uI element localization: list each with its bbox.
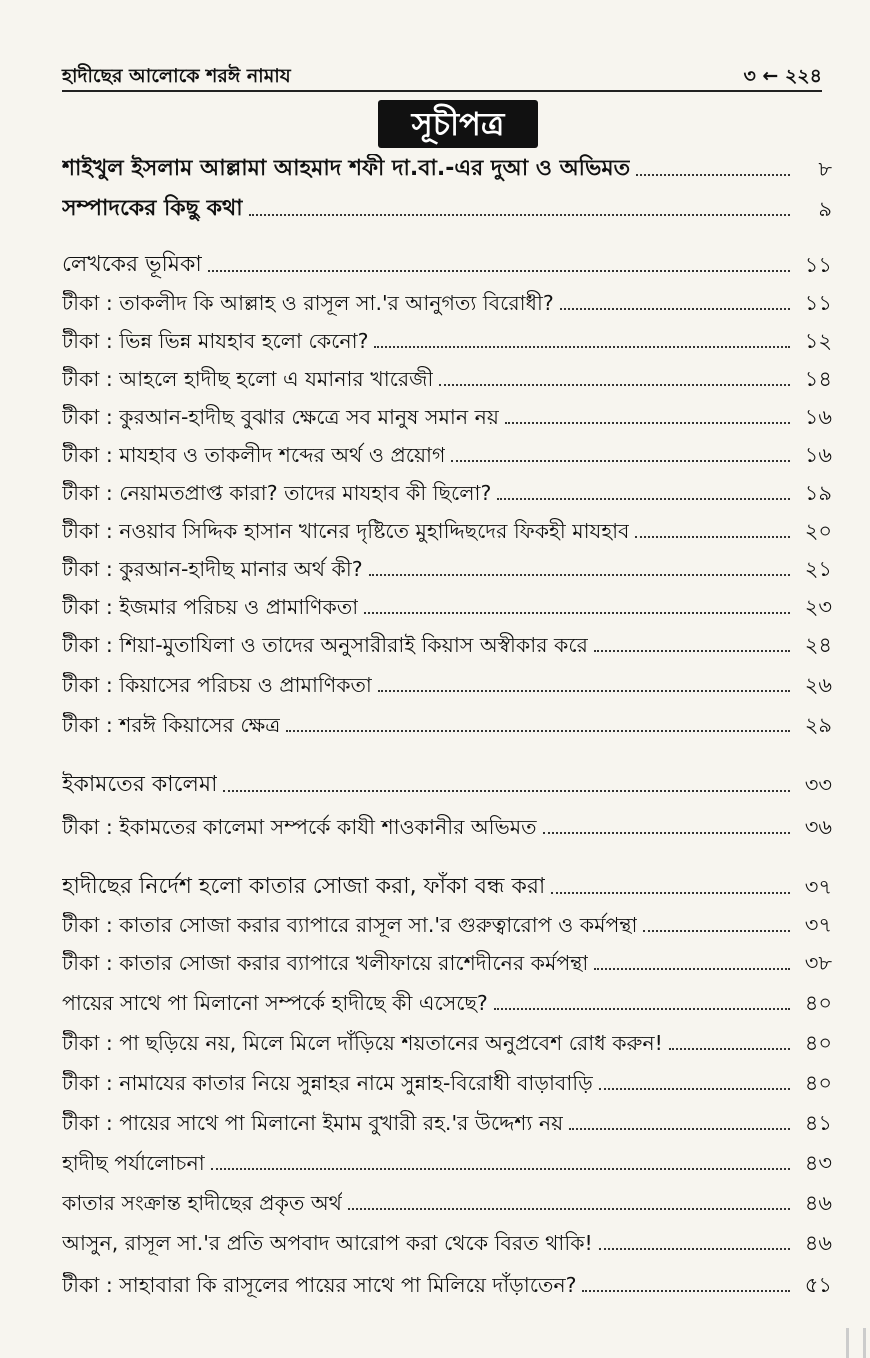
toc-entry-page: ৩৭ xyxy=(804,875,832,899)
toc-entry-page: ৯ xyxy=(818,197,832,221)
page-edge-mark xyxy=(846,1328,866,1358)
toc-entry-page: ১২ xyxy=(804,329,832,353)
toc-entry-text: টীকা : কাতার সোজা করার ব্যাপারে রাসূল সা.'র গুরুত্বারোপ ও কর্মপন্থা xyxy=(62,913,638,937)
dot-leader xyxy=(451,452,790,462)
dot-leader xyxy=(364,604,790,614)
dot-leader xyxy=(378,682,790,692)
toc-entry-page: ৮ xyxy=(818,157,832,181)
toc-entry[interactable] xyxy=(62,588,832,622)
toc-entry-page: ১৬ xyxy=(804,443,832,467)
toc-entry[interactable] xyxy=(62,322,832,356)
toc-entry-page: ৩৭ xyxy=(804,913,832,937)
toc-entry-text: টীকা : তাকলীদ কি আল্লাহ ও রাসূল সা.'র আনুগত্য বিরোধী? xyxy=(62,291,554,315)
toc-entry-page: ৪০ xyxy=(804,991,832,1015)
toc-entry-text: টীকা : কুরআন-হাদীছ বুঝার ক্ষেত্রে সব মানুষ সমান নয় xyxy=(62,405,499,429)
toc-entry-text: হাদীছ পর্যালোচনা xyxy=(62,1151,205,1175)
toc-entry[interactable] xyxy=(62,626,832,660)
dot-leader xyxy=(594,642,790,652)
toc-entry-page: ২১ xyxy=(804,557,832,581)
toc-entry[interactable] xyxy=(62,706,832,740)
dot-leader xyxy=(669,1040,790,1050)
dot-leader xyxy=(223,782,790,792)
toc-entry[interactable] xyxy=(62,1184,832,1218)
dot-leader xyxy=(505,414,790,424)
toc-entry[interactable] xyxy=(62,944,832,978)
toc-entry-text: আসুন, রাসূল সা.'র প্রতি অপবাদ আরোপ করা থেকে বিরত থাকি! xyxy=(62,1231,593,1255)
dot-leader xyxy=(494,1000,790,1010)
dot-leader xyxy=(560,300,790,310)
toc-entry[interactable] xyxy=(62,474,832,508)
toc-entry-text: পায়ের সাথে পা মিলানো সম্পর্কে হাদীছে কী এসেছে? xyxy=(62,991,488,1015)
toc-entry[interactable] xyxy=(62,246,832,280)
dot-leader xyxy=(439,376,790,386)
toc-entry[interactable] xyxy=(62,1024,832,1058)
running-header xyxy=(62,60,822,92)
toc-entry-page: ৪৩ xyxy=(804,1151,832,1175)
dot-leader xyxy=(208,262,790,272)
toc-entry-text: শাইখুল ইসলাম আল্লামা আহমাদ শফী দা.বা.-এর দুআ ও অভিমত xyxy=(62,156,631,181)
toc-entry-text: টীকা : নওয়াব সিদ্দিক হাসান খানের দৃষ্টিতে মুহাদ্দিছদের ফিকহী মাযহাব xyxy=(62,519,630,543)
toc-entry-text: টীকা : সাহাবারা কি রাসূলের পায়ের সাথে পা মিলিয়ে দাঁড়াতেন? xyxy=(62,1273,577,1297)
dot-leader xyxy=(594,960,790,970)
toc-entry[interactable] xyxy=(62,1144,832,1178)
dot-leader xyxy=(249,206,790,216)
toc-entry[interactable] xyxy=(62,512,832,546)
toc-entry-page: ২৯ xyxy=(804,713,832,737)
toc-entry-page: ২৬ xyxy=(804,673,832,697)
toc-entry[interactable] xyxy=(62,436,832,470)
toc-entry[interactable] xyxy=(62,398,832,432)
dot-leader xyxy=(643,922,790,932)
toc-entry-page: ৩৬ xyxy=(804,815,832,839)
toc-entry[interactable] xyxy=(62,284,832,318)
toc-heading: সূচীপত্র xyxy=(378,100,538,148)
toc-entry[interactable] xyxy=(62,190,832,224)
toc-entry-page: ১১ xyxy=(804,291,832,315)
toc-entry-page: ২৪ xyxy=(804,633,832,657)
toc-entry[interactable] xyxy=(62,868,832,902)
dot-leader xyxy=(286,722,790,732)
toc-entry-page: ৪১ xyxy=(804,1111,832,1135)
dot-leader xyxy=(582,1282,790,1292)
toc-entry-page: ১৪ xyxy=(804,367,832,391)
toc-entry-text: টীকা : মাযহাব ও তাকলীদ শব্দের অর্থ ও প্রয়োগ xyxy=(62,443,446,467)
toc-entry[interactable] xyxy=(62,666,832,700)
toc-entry[interactable] xyxy=(62,1104,832,1138)
toc-entry-text: হাদীছের নির্দেশ হলো কাতার সোজা করা, ফাঁকা বন্ধ করা xyxy=(62,874,546,899)
toc-entry[interactable] xyxy=(62,550,832,584)
toc-entry-text: কাতার সংক্রান্ত হাদীছের প্রকৃত অর্থ xyxy=(62,1191,342,1215)
toc-entry-text: টীকা : ভিন্ন ভিন্ন মাযহাব হলো কেনো? xyxy=(62,329,369,353)
toc-entry-text: টীকা : কুরআন-হাদীছ মানার অর্থ কী? xyxy=(62,557,363,581)
toc-entry-page: ২০ xyxy=(804,519,832,543)
toc-entry[interactable] xyxy=(62,150,832,184)
dot-leader xyxy=(369,566,790,576)
toc-entry[interactable] xyxy=(62,766,832,800)
toc-entry-text: টীকা : পা ছড়িয়ে নয়, মিলে মিলে দাঁড়িয়ে শয়তানের অনুপ্রবেশ রোধ করুন! xyxy=(62,1031,663,1055)
toc-entry-text: টীকা : ইজমার পরিচয় ও প্রামাণিকতা xyxy=(62,595,359,619)
toc-entry-page: ৫১ xyxy=(804,1273,832,1297)
toc-entry-text: টীকা : কিয়াসের পরিচয় ও প্রামাণিকতা xyxy=(62,673,372,697)
toc-entry-page: ৪৬ xyxy=(804,1191,832,1215)
toc-entry[interactable] xyxy=(62,1064,832,1098)
toc-entry-page: ১৬ xyxy=(804,405,832,429)
toc-entry-page: ২৩ xyxy=(804,595,832,619)
toc-entry-page: ৩৮ xyxy=(804,951,832,975)
toc-entry-text: লেখকের ভূমিকা xyxy=(62,252,202,277)
toc-entry-text: টীকা : শিয়া-মুতাযিলা ও তাদের অনুসারীরাই কিয়াস অস্বীকার করে xyxy=(62,633,588,657)
dot-leader xyxy=(599,1240,790,1250)
toc-entry[interactable] xyxy=(62,984,832,1018)
toc-entry-page: ৪০ xyxy=(804,1031,832,1055)
toc-entry-text: টীকা : নামাযের কাতার নিয়ে সুন্নাহর নামে সুন্নাহ-বিরোধী বাড়াবাড়ি xyxy=(62,1071,593,1095)
dot-leader xyxy=(497,490,790,500)
dot-leader xyxy=(211,1160,790,1170)
toc-entry-text: টীকা : কাতার সোজা করার ব্যাপারে খলীফায়ে রাশেদীনের কর্মপন্থা xyxy=(62,951,589,975)
toc-entry[interactable] xyxy=(62,906,832,940)
dot-leader xyxy=(636,166,790,176)
page-number: ৩ ← ২২৪ xyxy=(743,65,822,87)
toc-entry-text: টীকা : নেয়ামতপ্রাপ্ত কারা? তাদের মাযহাব কী ছিলো? xyxy=(62,481,492,505)
dot-leader xyxy=(635,528,790,538)
toc-entry-text: ইকামতের কালেমা xyxy=(62,772,218,797)
toc-entry[interactable] xyxy=(62,1266,832,1300)
toc-entry-page: ৩৩ xyxy=(804,773,832,797)
dot-leader xyxy=(551,884,790,894)
toc-entry-page: ৪০ xyxy=(804,1071,832,1095)
book-title: হাদীছের আলোকে শরঈ নামায xyxy=(62,65,291,87)
toc-entry-text: টীকা : শরঈ কিয়াসের ক্ষেত্র xyxy=(62,713,281,737)
toc-entry[interactable] xyxy=(62,360,832,394)
toc-entry-page: ১১ xyxy=(804,253,832,277)
toc-entry[interactable] xyxy=(62,808,832,842)
toc-entry-text: টীকা : পায়ের সাথে পা মিলানো ইমাম বুখারী রহ.'র উদ্দেশ্য নয় xyxy=(62,1111,564,1135)
toc-entry-text: সম্পাদকের কিছু কথা xyxy=(62,196,243,221)
toc-entry-text: টীকা : আহলে হাদীছ হলো এ যমানার খারেজী xyxy=(62,367,434,391)
dot-leader xyxy=(348,1200,790,1210)
dot-leader xyxy=(543,824,790,834)
toc-entry-text: টীকা : ইকামতের কালেমা সম্পর্কে কাযী শাওকানীর অভিমত xyxy=(62,815,537,839)
dot-leader xyxy=(374,338,790,348)
dot-leader xyxy=(569,1120,790,1130)
toc-entry-page: ১৯ xyxy=(804,481,832,505)
toc-entry-page: ৪৬ xyxy=(804,1231,832,1255)
toc-entry[interactable] xyxy=(62,1224,832,1258)
dot-leader xyxy=(599,1080,790,1090)
